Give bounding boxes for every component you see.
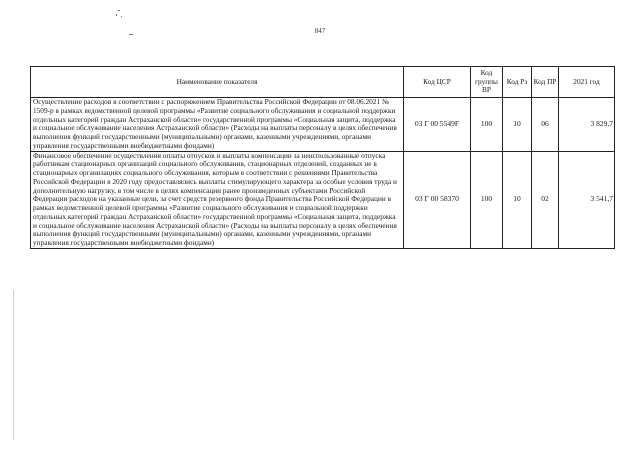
row-amount: 3 541,7 — [559, 151, 615, 248]
scan-speck — [121, 16, 122, 17]
row-name: Осуществление расходов в соответствии с распоряжением Правительства Российской Федерации от 08.06.2021 № 1509-р в рамках ведомственной целевой программы «Развитие социального обслуживания и социальной поддержки отдельных категорий граждан Астраханской области» государственной программы «Социальная защита, поддержка и социальное обслуживание населения Астраханской области» (Расходы на выплаты персоналу в целях обеспечения выполнения функций государственными (муниципальными) органами, казенными учреждениями, органами управления государственными внебюджетными фондами) — [31, 98, 404, 152]
page-number: 847 — [314, 27, 326, 35]
scan-edge-shadow — [13, 290, 14, 440]
scan-speck — [118, 10, 120, 11]
row-rz: 10 — [503, 98, 532, 152]
row-pr: 06 — [532, 98, 559, 152]
header-pr: Код ПР — [532, 67, 559, 98]
header-vr: Код группы ВР — [471, 67, 503, 98]
row-amount: 3 829,7 — [559, 98, 615, 152]
scan-speck — [116, 14, 117, 16]
table-row — [31, 98, 615, 152]
header-rz: Код Рз — [503, 67, 532, 98]
budget-table — [30, 66, 615, 249]
row-vr: 100 — [471, 151, 503, 248]
row-vr: 100 — [471, 98, 503, 152]
row-csr: 03 Г 00 58370 — [404, 151, 471, 248]
table-row — [31, 151, 615, 248]
header-name: Наименование показателя — [31, 67, 404, 98]
header-csr: Код ЦСР — [404, 67, 471, 98]
row-name: Финансовое обеспечение осуществления оплаты отпусков и выплаты компенсации за неиспользованные отпуска работникам стационарных организаций социального обслуживания, стационарных отделений, созданных не в стационарных организациях социального обслуживания, которым в соответствии с решениями Правительства Российской Федерации в 2020 году предоставлялись выплаты стимулирующего характера за особые условия труда и дополнительную нагрузку, в том числе в целях компенсации ранее произведенных субъектами Российской Федерации расходов на указанные цели, за счет средств резервного фонда Правительства Российской Федерации в рамках ведомственной целевой программы «Развитие социального обслуживания и социальной поддержки отдельных категорий граждан Астраханской области» государственной программы «Социальная защита, поддержка и социальное обслуживание населения Астраханской области» (Расходы на выплаты персоналу в целях обеспечения выполнения функций государственными (муниципальными) органами, казенными учреждениями, органами управления государственными внебюджетными фондами) — [31, 151, 404, 248]
row-rz: 10 — [503, 151, 532, 248]
header-year: 2021 год — [559, 67, 615, 98]
scan-speck — [129, 34, 133, 35]
row-csr: 03 Г 00 5549F — [404, 98, 471, 152]
table-header-row — [31, 67, 615, 98]
row-pr: 02 — [532, 151, 559, 248]
